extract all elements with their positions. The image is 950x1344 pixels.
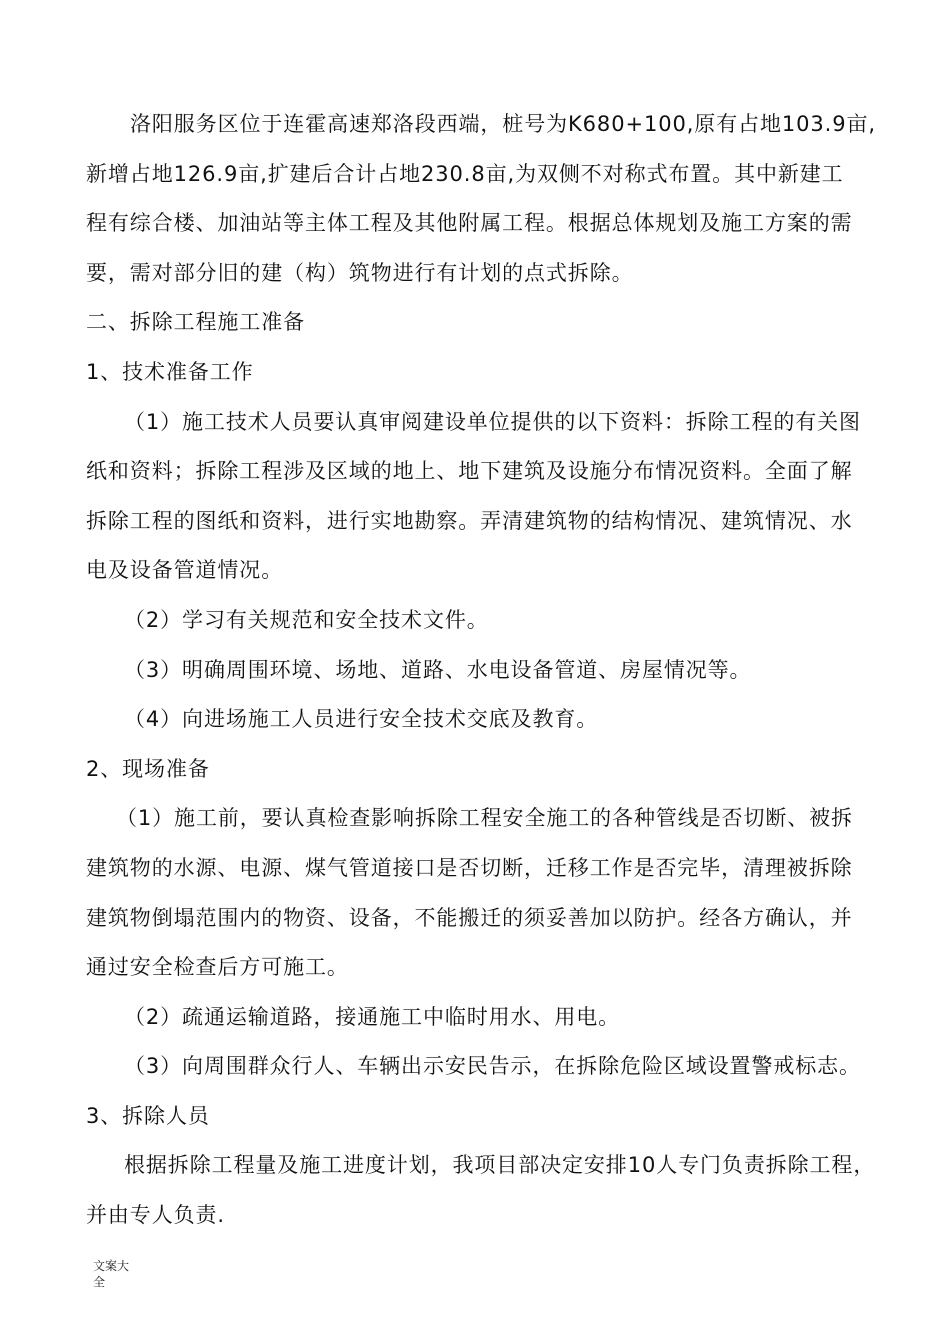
list-item: （2）疏通运输道路，接通施工中临时用水、用电。 [124, 1004, 621, 1029]
paragraph-line: 并由专人负责. [86, 1203, 225, 1228]
subsection-heading: 2、现场准备 [86, 756, 210, 781]
section-heading: 二、拆除工程施工准备 [86, 310, 305, 335]
paragraph-line: 建筑物倒塌范围内的物资、设备，不能搬迁的须妥善加以防护。经各方确认，并 [86, 905, 853, 930]
paragraph-line: 纸和资料；拆除工程涉及区域的地上、地下建筑及设施分布情况资料。全面了解 [86, 459, 853, 484]
subsection-heading: 1、技术准备工作 [86, 359, 254, 384]
list-item: （4）向进场施工人员进行安全技术交底及教育。 [124, 707, 599, 732]
list-item: （3）明确周围环境、场地、道路、水电设备管道、房屋情况等。 [124, 657, 752, 682]
paragraph-line: （1）施工前，要认真检查影响拆除工程安全施工的各种管线是否切断、被拆 [116, 806, 853, 831]
paragraph-line: 建筑物的水源、电源、煤气管道接口是否切断，迁移工作是否完毕，清理被拆除 [86, 855, 853, 880]
paragraph-line: （1）施工技术人员要认真审阅建设单位提供的以下资料：拆除工程的有关图 [124, 409, 861, 434]
document-body [86, 100, 886, 1241]
footer-label-line: 文案大 [93, 1259, 130, 1273]
footer-label-line: 全 [93, 1275, 106, 1289]
paragraph-line: 根据拆除工程量及施工进度计划，我项目部决定安排10人专门负责拆除工程， [124, 1153, 876, 1178]
list-item: （2）学习有关规范和安全技术文件。 [124, 607, 489, 632]
paragraph-line: 程有综合楼、加油站等主体工程及其他附属工程。根据总体规划及施工方案的需 [86, 211, 853, 236]
paragraph-line: 拆除工程的图纸和资料，进行实地勘察。弄清建筑物的结构情况、建筑情况、水 [86, 508, 853, 533]
list-item: （3）向周围群众行人、车辆出示安民告示，在拆除危险区域设置警戒标志。 [124, 1054, 861, 1079]
paragraph-line: 电及设备管道情况。 [86, 558, 284, 583]
paragraph-line: 洛阳服务区位于连霍高速郑洛段西端，桩号为K680+100,原有占地103.9亩, [130, 112, 876, 136]
footer-label [93, 1258, 143, 1290]
subsection-heading: 3、拆除人员 [86, 1103, 210, 1128]
paragraph-line: 要，需对部分旧的建（构）筑物进行有计划的点式拆除。 [86, 260, 634, 285]
paragraph-line: 通过安全检查后方可施工。 [86, 955, 349, 980]
paragraph-line: 新增占地126.9亩,扩建后合计占地230.8亩,为双侧不对称式布置。其中新建工 [86, 161, 844, 186]
